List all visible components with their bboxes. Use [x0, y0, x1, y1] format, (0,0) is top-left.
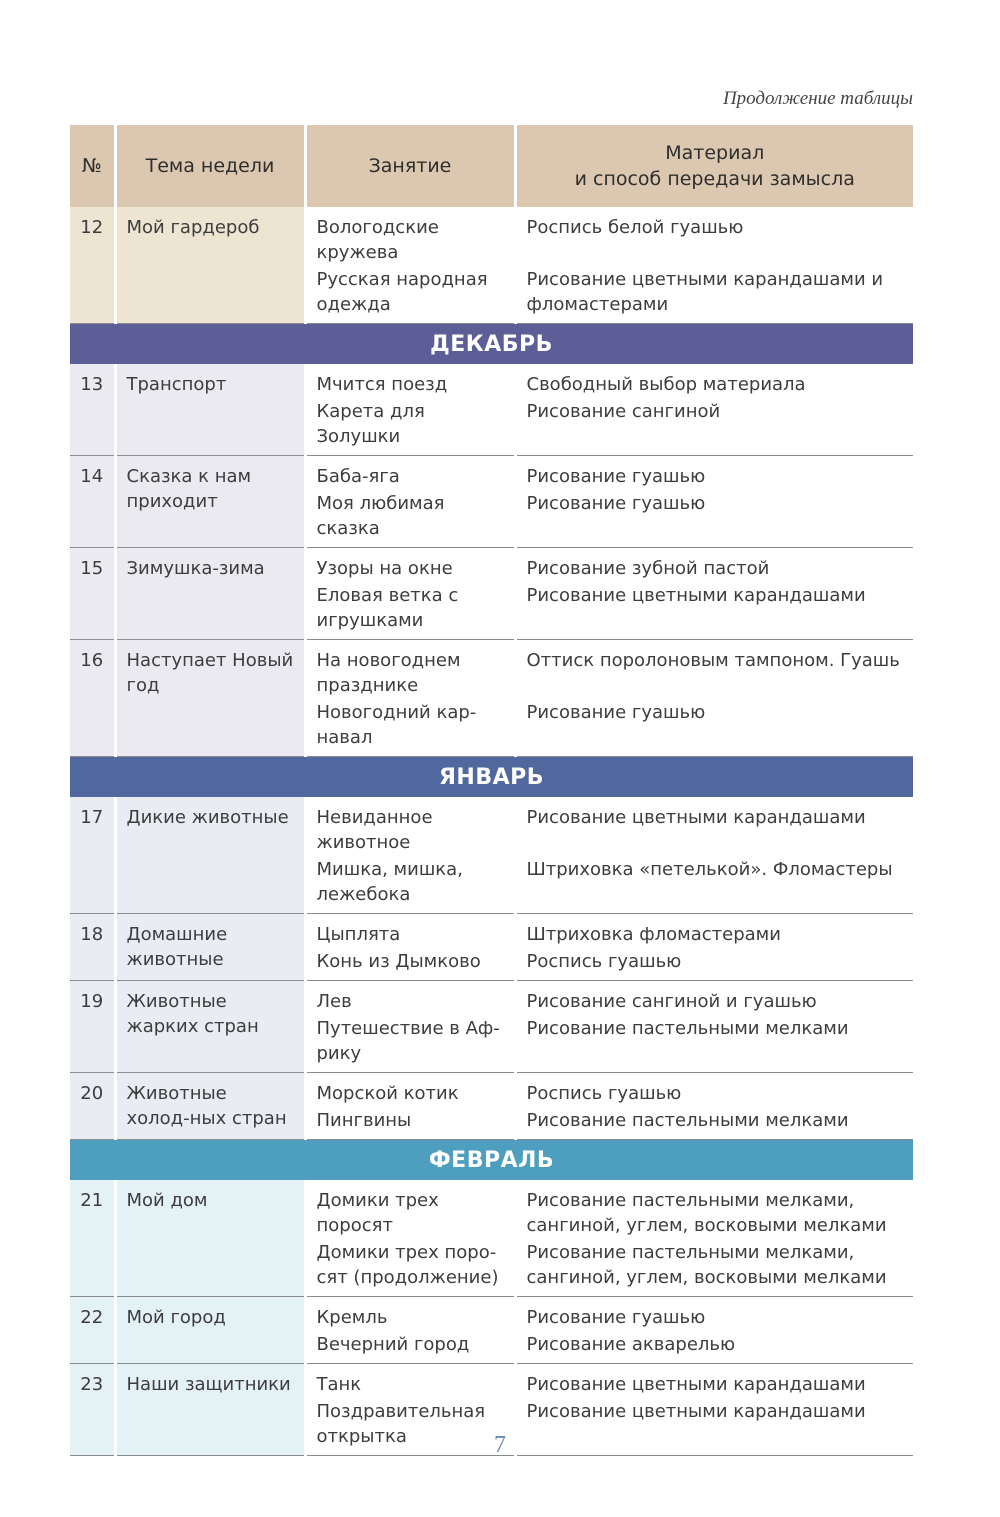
material-method: Рисование пастельными мелками, сангиной, углем, восковыми мелками [526, 1242, 887, 1288]
lesson-title: Мчится поезд [316, 374, 448, 395]
week-theme: Зимушка-зима [115, 548, 305, 640]
week-theme: Домашние животные [115, 914, 305, 981]
material-cell [515, 207, 913, 324]
material-cell [515, 797, 913, 914]
month-label: ФЕВРАЛЬ [70, 1140, 913, 1181]
month-row [70, 1140, 913, 1181]
material-method: Рисование сангиной и гуашью [526, 991, 817, 1012]
week-number: 14 [70, 456, 115, 548]
lesson-cell [305, 207, 515, 324]
material-method: Рисование зубной пастой [526, 558, 770, 579]
material-method: Рисование цветными карандашами [526, 585, 866, 606]
month-row [70, 324, 913, 365]
material-method: Рисование пастельными мелками [526, 1110, 849, 1131]
week-theme: Дикие животные [115, 797, 305, 914]
lesson-cell [305, 1073, 515, 1140]
table-row [70, 1297, 913, 1364]
material-method: Рисование акварелью [526, 1334, 736, 1355]
lesson-title: Конь из Дымково [316, 951, 481, 972]
lesson-cell [305, 1180, 515, 1297]
header-row [70, 125, 913, 207]
lesson-cell [305, 914, 515, 981]
header-lesson: Занятие [305, 125, 515, 207]
week-theme: Мой гардероб [115, 207, 305, 324]
lesson-title: Морской котик [316, 1083, 459, 1104]
week-number: 12 [70, 207, 115, 324]
table-row [70, 207, 913, 324]
lesson-title: Моя любимая сказка [316, 493, 445, 539]
table-row [70, 981, 913, 1073]
month-row [70, 757, 913, 798]
lesson-cell [305, 640, 515, 757]
lesson-cell [305, 981, 515, 1073]
header-material: Материал и способ передачи замысла [515, 125, 913, 207]
material-method: Рисование пастельными мелками [526, 1018, 849, 1039]
lesson-title: Русская народная одежда [316, 269, 488, 315]
lesson-title: Кремль [316, 1307, 388, 1328]
material-cell [515, 548, 913, 640]
material-cell [515, 1073, 913, 1140]
material-method: Рисование цветными карандашами [526, 807, 866, 828]
month-label: ЯНВАРЬ [70, 757, 913, 798]
lesson-title: Поздравительная открытка [316, 1401, 486, 1447]
table-row [70, 1180, 913, 1297]
lesson-title: Домики трех поро-сят (продолжение) [316, 1242, 499, 1288]
material-method: Рисование пастельными мелками, сангиной, углем, восковыми мелками [526, 1190, 887, 1236]
material-method: Роспись гуашью [526, 1083, 682, 1104]
lesson-title: Лев [316, 991, 352, 1012]
header-number: № [70, 125, 115, 207]
material-cell [515, 1297, 913, 1364]
lesson-cell [305, 364, 515, 456]
material-method: Рисование сангиной [526, 401, 721, 422]
material-method: Рисование гуашью [526, 702, 706, 723]
material-method: Штриховка фломастерами [526, 924, 781, 945]
lesson-title: На новогоднем празднике [316, 650, 461, 696]
lesson-title: Еловая ветка с игрушками [316, 585, 459, 631]
week-number: 13 [70, 364, 115, 456]
schedule-table [70, 125, 913, 1456]
week-theme: Мой город [115, 1297, 305, 1364]
material-cell [515, 364, 913, 456]
material-method: Рисование гуашью [526, 466, 706, 487]
lesson-title: Узоры на окне [316, 558, 453, 579]
week-number: 20 [70, 1073, 115, 1140]
material-cell [515, 640, 913, 757]
material-method: Роспись белой гуашью [526, 217, 744, 238]
table-header [70, 125, 913, 207]
table-row [70, 1073, 913, 1140]
week-number: 21 [70, 1180, 115, 1297]
material-method: Рисование цветными карандашами [526, 1401, 866, 1422]
material-method: Роспись гуашью [526, 951, 682, 972]
material-method: Рисование цветными карандашами [526, 1374, 866, 1395]
lesson-cell [305, 456, 515, 548]
material-cell [515, 981, 913, 1073]
table-row [70, 456, 913, 548]
week-theme: Сказка к нам приходит [115, 456, 305, 548]
lesson-title: Путешествие в Аф-рику [316, 1018, 500, 1064]
lesson-cell [305, 1297, 515, 1364]
week-theme: Мой дом [115, 1180, 305, 1297]
material-method: Свободный выбор материала [526, 374, 806, 395]
material-method: Оттиск поролоновым тампоном. Гуашь [526, 650, 900, 671]
week-number: 17 [70, 797, 115, 914]
lesson-title: Танк [316, 1374, 362, 1395]
week-theme: Наши защитники [115, 1364, 305, 1456]
material-method: Рисование гуашью [526, 1307, 706, 1328]
week-theme: Животные жарких стран [115, 981, 305, 1073]
table-row [70, 548, 913, 640]
lesson-cell [305, 797, 515, 914]
material-method: Рисование гуашью [526, 493, 706, 514]
month-label: ДЕКАБРЬ [70, 324, 913, 365]
lesson-cell [305, 548, 515, 640]
lesson-title: Вечерний город [316, 1334, 470, 1355]
week-number: 19 [70, 981, 115, 1073]
lesson-title: Карета для Золушки [316, 401, 425, 447]
lesson-title: Домики трех поросят [316, 1190, 439, 1236]
page-number: 7 [494, 1432, 506, 1458]
table-continuation-caption: Продолжение таблицы [722, 88, 913, 109]
week-number: 18 [70, 914, 115, 981]
lesson-title: Мишка, мишка, лежебока [316, 859, 463, 905]
lesson-title: Баба-яга [316, 466, 400, 487]
table-body [70, 207, 913, 1456]
header-week-theme: Тема недели [115, 125, 305, 207]
material-cell [515, 914, 913, 981]
lesson-title: Невиданное животное [316, 807, 433, 853]
material-method: Рисование цветными карандашами и фломастерами [526, 269, 884, 315]
week-number: 16 [70, 640, 115, 757]
week-theme: Наступает Новый год [115, 640, 305, 757]
week-number: 23 [70, 1364, 115, 1456]
material-cell [515, 456, 913, 548]
week-theme: Транспорт [115, 364, 305, 456]
lesson-title: Вологодские кружева [316, 217, 439, 263]
lesson-title: Пингвины [316, 1110, 412, 1131]
week-number: 15 [70, 548, 115, 640]
table-row [70, 640, 913, 757]
week-number: 22 [70, 1297, 115, 1364]
material-method: Штриховка «петелькой». Фломастеры [526, 859, 893, 880]
lesson-title: Новогодний кар-навал [316, 702, 477, 748]
material-cell [515, 1180, 913, 1297]
table-row [70, 914, 913, 981]
lesson-title: Цыплята [316, 924, 401, 945]
table-row [70, 797, 913, 914]
week-theme: Животные холод-ных стран [115, 1073, 305, 1140]
table-row [70, 364, 913, 456]
